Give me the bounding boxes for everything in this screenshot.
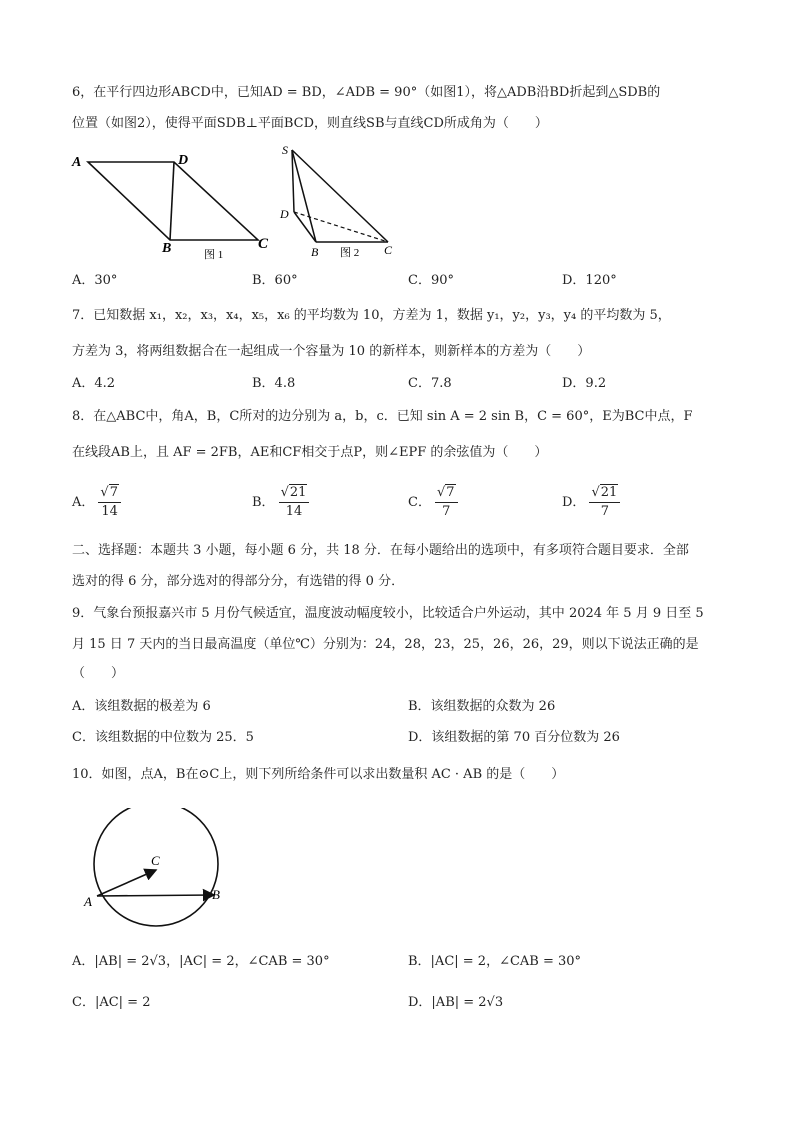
section2-heading-line2: 选对的得 6 分，部分选对的得部分分，有选错的得 0 分．: [72, 574, 405, 589]
q8-stem-line2: 在线段AB上，且 AF = 2FB，AE和CF相交于点P，则∠EPF 的余弦值为（ ）: [72, 445, 548, 460]
q10-stem-line1: 10．如图，点A，B在⊙C上，则下列所给条件可以求出数量积 AC · AB 的是（ ）: [72, 767, 565, 782]
q10-option-a: A．|AB| = 2√3，|AC| = 2，∠CAB = 30°: [72, 954, 330, 969]
q7-stem-line2: 方差为 3，将两组数据合在一起组成一个容量为 10 的新样本，则新样本的方差为（ ）: [72, 344, 591, 359]
q7-stem-line1: 7．已知数据 x₁，x₂，x₃，x₄，x₅，x₆ 的平均数为 10，方差为 1，数据 y₁，y₂，y₃，y₄ 的平均数为 5，: [72, 308, 671, 323]
q8-stem-line1: 8．在△ABC中，角A，B，C所对的边分别为 a，b，c．已知 sin A = 2 sin B，C = 60°，E为BC中点，F: [72, 409, 693, 424]
q8-option-c: C． $\frac{√7}{7}$: [408, 484, 458, 521]
q10-figure-circle: [80, 808, 240, 928]
q6-figure-1: [70, 148, 280, 268]
q10-fig-label-c: C: [151, 853, 160, 868]
q9-option-d: D．该组数据的第 70 百分位数为 26: [408, 730, 620, 745]
fig2-label-d: D: [280, 207, 289, 221]
q10-fig-label-a: A: [84, 894, 92, 909]
fig1-label-a: A: [72, 155, 82, 170]
q10-option-b: B．|AC| = 2，∠CAB = 30°: [408, 954, 582, 969]
q10-option-c: C．|AC| = 2: [72, 995, 151, 1010]
fig1-label-c: C: [258, 236, 269, 252]
q6-stem-line2: 位置（如图2），使得平面SDB⊥平面BCD，则直线SB与直线CD所成角为（ ）: [72, 116, 548, 131]
q7-option-c: C．7.8: [408, 376, 452, 391]
fig2-caption: 图 2: [340, 247, 360, 259]
q6-option-b: B．60°: [252, 273, 298, 288]
fig2-label-b: B: [311, 245, 319, 259]
q6-option-c: C．90°: [408, 273, 454, 288]
q9-option-a: A．该组数据的极差为 6: [72, 699, 211, 714]
q9-option-c: C．该组数据的中位数为 25．5: [72, 730, 254, 745]
fig2-label-s: S: [282, 143, 288, 157]
q7-option-d: D．9.2: [562, 376, 607, 391]
fig1-label-d: D: [178, 153, 189, 168]
q6-option-a: A．30°: [72, 273, 118, 288]
q6-option-d: D．120°: [562, 273, 617, 288]
q9-stem-line1: 9．气象台预报嘉兴市 5 月份气候适宜，温度波动幅度较小，比较适合户外运动，其中 2024 年 5 月 9 日至 5: [72, 606, 704, 621]
q8-option-b: B． $\frac{√21}{14}$: [252, 484, 309, 521]
q7-option-b: B．4.8: [252, 376, 296, 391]
q9-stem-line3: （ ）: [72, 666, 125, 681]
fig1-label-b: B: [162, 241, 172, 256]
q7-option-a: A．4.2: [72, 376, 116, 391]
fig1-caption: 图 1: [204, 249, 224, 261]
q10-fig-label-b: B: [212, 887, 220, 902]
q9-stem-line2: 月 15 日 7 天内的当日最高温度（单位℃）分别为：24，28，23，25，26，26，29，则以下说法正确的是: [72, 637, 699, 652]
q10-option-d: D．|AB| = 2√3: [408, 995, 504, 1010]
fig2-label-c: C: [384, 243, 393, 257]
q8-option-d: D． $\frac{√21}{7}$: [562, 484, 620, 521]
q6-figure-2: [278, 140, 408, 265]
q6-stem-line1: 6，在平行四边形ABCD中，已知AD = BD，∠ADB = 90°（如图1），将△ADB沿BD折起到△SDB的: [72, 85, 661, 100]
section2-heading-line1: 二、选择题：本题共 3 小题，每小题 6 分，共 18 分．在每小题给出的选项中，有多项符合题目要求．全部: [72, 543, 689, 558]
q9-option-b: B．该组数据的众数为 26: [408, 699, 556, 714]
q8-option-a: A． $\frac{√7}{14}$: [72, 484, 121, 521]
